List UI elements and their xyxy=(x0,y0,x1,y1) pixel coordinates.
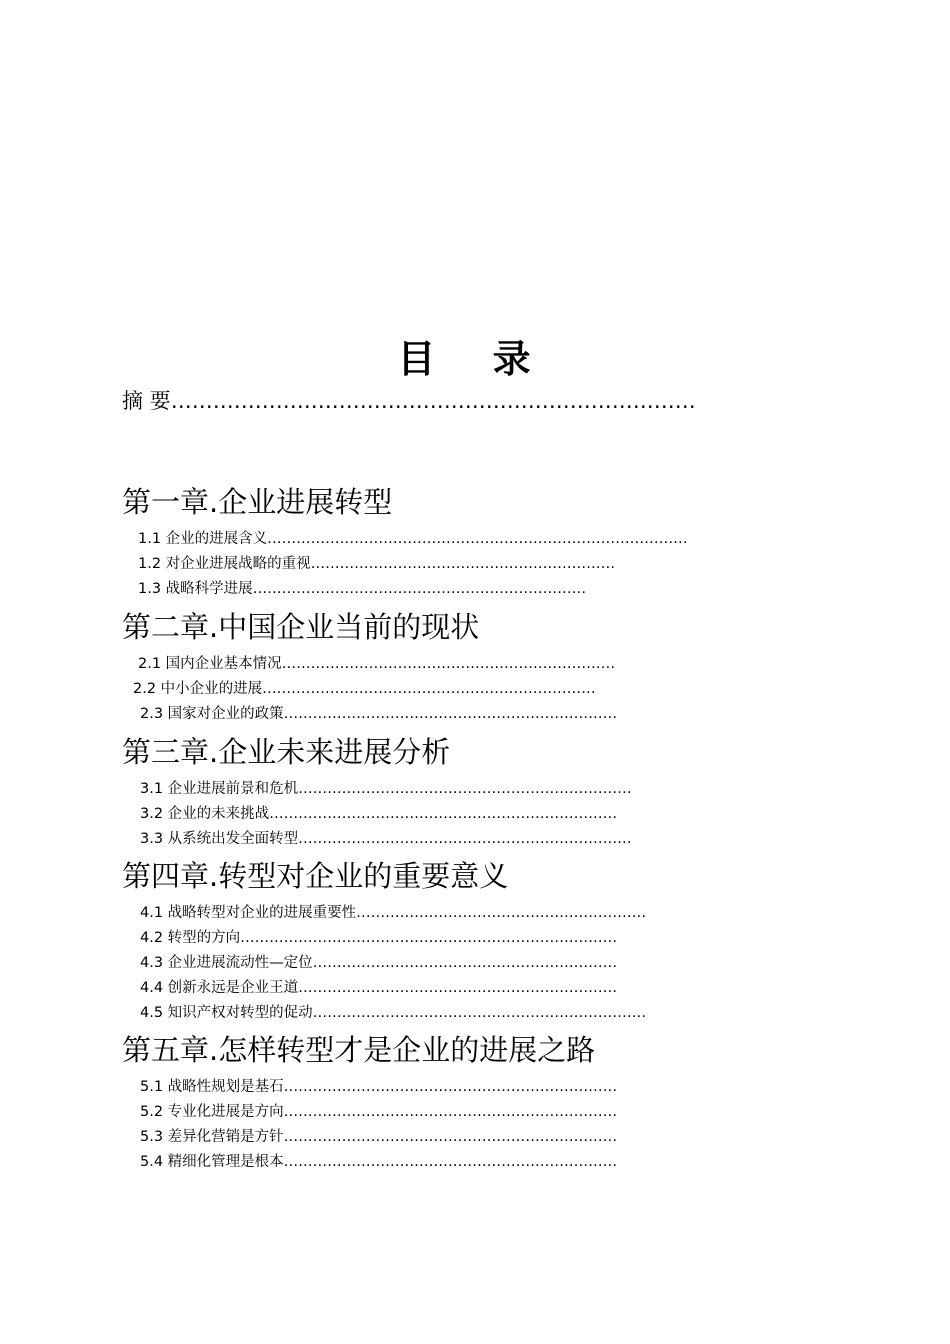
leader-dots: …………………………………………………………………… xyxy=(240,930,618,946)
leader-dots: …………………………………………………………………………… xyxy=(267,531,688,547)
entry-label: 3.1 企业进展前景和危机 xyxy=(140,781,299,797)
leader-dots: …………………………………………………………… xyxy=(298,831,632,847)
leader-dots: …………………………………………………………… xyxy=(283,706,618,722)
leader-dots: …………………………………………………… xyxy=(356,905,647,921)
leader-dots: …………………………………………………………… xyxy=(252,581,587,597)
leader-dots: ……………………………………………………… xyxy=(310,556,616,572)
toc-entry-1-1[interactable] xyxy=(138,527,688,548)
leader-dots: ……………………………………………………………… xyxy=(269,806,618,822)
toc-entry-5-4[interactable] xyxy=(140,1150,664,1171)
entry-label: 2.2 中小企业的进展 xyxy=(133,681,263,697)
toc-entry-5-2[interactable] xyxy=(140,1100,656,1121)
toc-abstract-entry[interactable] xyxy=(122,385,696,415)
entry-label: 5.2 专业化进展是方向 xyxy=(140,1104,284,1120)
chapter-heading-1[interactable]: 第一章.企业进展转型 xyxy=(122,485,393,519)
toc-entry-4-4[interactable] xyxy=(140,976,659,997)
entry-label: 4.3 企业进展流动性—定位 xyxy=(140,955,313,971)
leader-dots: …………………………………………………………… xyxy=(298,781,632,797)
toc-entry-4-1[interactable] xyxy=(140,901,658,922)
toc-entry-4-5[interactable] xyxy=(140,1001,666,1022)
entry-label: 1.1 企业的进展含义 xyxy=(138,531,268,547)
chapter-heading-2[interactable]: 第二章.中国企业当前的现状 xyxy=(122,610,480,644)
chapter-heading-5[interactable]: 第五章.怎样转型才是企业的进展之路 xyxy=(122,1033,596,1067)
entry-label: 3.2 企业的未来挑战 xyxy=(140,806,270,822)
leader-dots: ………………………………………………………… xyxy=(298,980,618,996)
entry-label: 5.3 差异化营销是方针 xyxy=(140,1129,284,1145)
entry-label: 2.1 国内企业基本情况 xyxy=(138,656,282,672)
leader-dots: …………………………………………………………… xyxy=(281,656,616,672)
entry-label: 4.1 战略转型对企业的进展重要性 xyxy=(140,905,357,921)
leader-dots: …………………………………………………………… xyxy=(283,1129,618,1145)
entry-label: 1.3 战略科学进展 xyxy=(138,581,253,597)
toc-entry-3-2[interactable] xyxy=(140,802,638,823)
abstract-label: 摘 要 xyxy=(122,389,171,413)
leader-dots: …………………………………………………………… xyxy=(283,1104,618,1120)
toc-entry-4-2[interactable] xyxy=(140,926,642,947)
chapter-heading-3[interactable]: 第三章.企业未来进展分析 xyxy=(122,735,451,769)
toc-title: 目 录 xyxy=(397,337,553,381)
toc-entry-3-1[interactable] xyxy=(140,777,640,798)
leader-dots: ………………………………………………………………… xyxy=(170,389,696,413)
leader-dots: …………………………………………………………… xyxy=(283,1154,618,1170)
toc-entry-5-1[interactable] xyxy=(140,1075,656,1096)
leader-dots: …………………………………………………………… xyxy=(312,1005,647,1021)
entry-label: 3.3 从系统出发全面转型 xyxy=(140,831,299,847)
entry-label: 1.2 对企业进展战略的重视 xyxy=(138,556,311,572)
entry-label: 5.4 精细化管理是根本 xyxy=(140,1154,284,1170)
entry-label: 4.2 转型的方向 xyxy=(140,930,241,946)
chapter-heading-4[interactable]: 第四章.转型对企业的重要意义 xyxy=(122,859,509,893)
toc-entry-1-2[interactable] xyxy=(138,552,618,573)
toc-entry-3-3[interactable] xyxy=(140,827,645,848)
entry-label: 2.3 国家对企业的政策 xyxy=(140,706,284,722)
toc-entry-1-3[interactable] xyxy=(138,577,614,598)
entry-label: 4.5 知识产权对转型的促动 xyxy=(140,1005,313,1021)
toc-entry-2-3[interactable] xyxy=(140,702,636,723)
leader-dots: …………………………………………………………… xyxy=(262,681,596,697)
toc-entry-5-3[interactable] xyxy=(140,1125,660,1146)
toc-entry-2-2[interactable] xyxy=(133,677,622,698)
leader-dots: ……………………………………………………… xyxy=(312,955,618,971)
entry-label: 5.1 战略性规划是基石 xyxy=(140,1079,284,1095)
leader-dots: …………………………………………………………… xyxy=(283,1079,618,1095)
toc-entry-2-1[interactable] xyxy=(138,652,616,673)
entry-label: 4.4 创新永远是企业王道 xyxy=(140,980,299,996)
toc-entry-4-3[interactable] xyxy=(140,951,659,972)
